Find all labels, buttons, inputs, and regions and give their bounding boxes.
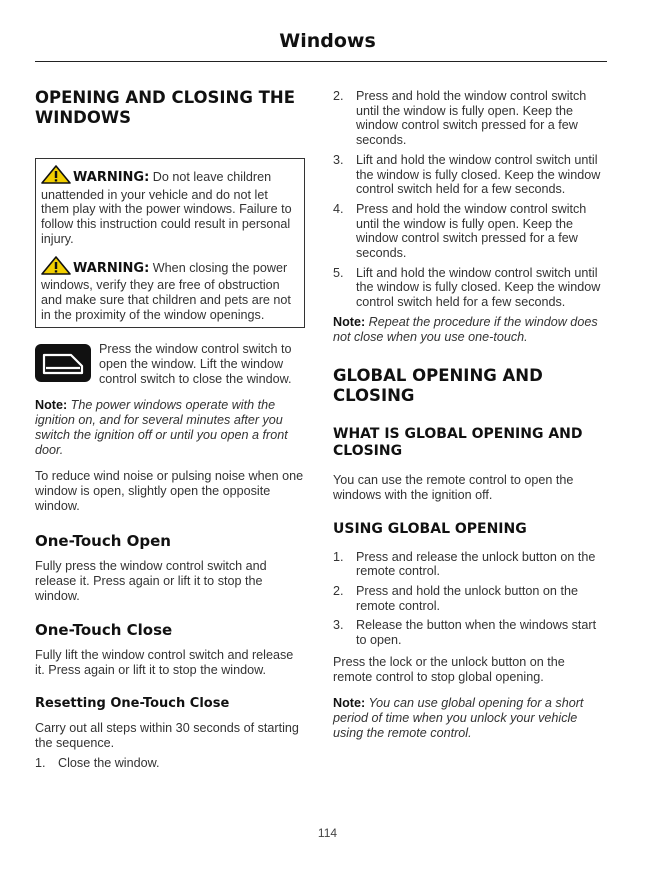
stop-global-opening-text: Press the lock or the unlock button on the remote control to stop global opening.	[333, 654, 565, 684]
warning-triangle-icon	[41, 256, 71, 279]
step-text: Lift and hold the window control switch until the window is fully closed. Keep the window control switch held for a few seconds.	[356, 152, 601, 197]
right-column	[333, 89, 605, 740]
page-header-title: Windows	[279, 30, 376, 52]
page-number: 114	[317, 826, 338, 840]
wind-noise-paragraph: To reduce wind noise or pulsing noise when one window is open, slightly open the opposite window.	[35, 469, 304, 513]
step-number: 4.	[333, 201, 344, 216]
step-number: 5.	[333, 265, 344, 280]
global-opening-closing-heading: GLOBAL OPENING AND CLOSING	[333, 366, 543, 406]
step-text: Press and release the unlock button on the remote control.	[356, 549, 596, 579]
window-switch-instruction	[35, 342, 305, 386]
step-number: 2.	[333, 89, 344, 103]
step-number: 1.	[35, 756, 46, 771]
list-item	[333, 618, 605, 647]
note-ignition	[35, 398, 305, 457]
one-touch-close-heading: One-Touch Close	[35, 621, 173, 640]
note-text: The power windows operate with the ignition on, and for several minutes after you switch the ignition off or until you open a front door.	[35, 398, 288, 457]
note-label: Note:	[35, 398, 68, 413]
list-item	[333, 89, 605, 148]
window-switch-text: Press the window control switch to open the window. Lift the window control switch to close the window.	[99, 342, 292, 386]
warning-label: WARNING:	[73, 170, 150, 185]
step-number: 3.	[333, 152, 344, 167]
warning-text: Do not leave children unattended in your vehicle and do not let them play with the power windows. Failure to follow this instruction could result in personal injury.	[41, 170, 292, 246]
header-divider	[35, 61, 607, 62]
step-number: 3.	[333, 618, 344, 633]
resetting-one-touch-close-heading: Resetting One-Touch Close	[35, 695, 230, 711]
note-label: Note:	[333, 314, 366, 329]
window-switch-icon	[35, 344, 91, 382]
warning-2	[41, 256, 299, 323]
list-item	[333, 266, 605, 310]
left-column	[35, 88, 305, 771]
what-is-global-text: You can use the remote control to open the windows with the ignition off.	[333, 473, 574, 502]
step-number: 1.	[333, 549, 344, 564]
note-text: Repeat the procedure if the window does not close when you use one-touch.	[333, 314, 598, 344]
warning-1	[41, 165, 299, 247]
warning-triangle-icon	[41, 165, 71, 188]
one-touch-open-text: Fully press the window control switch and release it. Press again or lift it to stop the window.	[35, 559, 267, 603]
note-text: You can use global opening for a short period of time when you unlock your vehicle using the remote control.	[333, 696, 584, 740]
what-is-global-heading: WHAT IS GLOBAL OPENING AND CLOSING	[333, 426, 583, 460]
step-text: Press and hold the window control switch until the window is fully open. Keep the window control switch pressed for a few seconds.	[356, 89, 587, 148]
resetting-intro-text: Carry out all steps within 30 seconds of starting the sequence.	[35, 720, 299, 750]
note-label: Note:	[333, 696, 366, 711]
warning-text: When closing the power windows, verify they are free of obstruction and make sure that children and pets are not in the proximity of the window openings.	[41, 260, 291, 322]
step-text: Release the button when the windows start to open.	[356, 618, 597, 648]
one-touch-open-heading: One-Touch Open	[35, 532, 171, 551]
list-item	[333, 202, 605, 261]
list-item	[333, 584, 605, 613]
warning-label: WARNING:	[73, 260, 150, 276]
step-text: Press and hold the unlock button on the remote control.	[356, 584, 578, 613]
step-text: Lift and hold the window control switch until the window is fully closed. Keep the window control switch held for a few seconds.	[356, 265, 601, 310]
list-item	[333, 550, 605, 579]
one-touch-close-text: Fully lift the window control switch and release it. Press again or lift it to stop the window.	[35, 648, 294, 678]
warning-box	[35, 158, 305, 328]
using-global-opening-heading: USING GLOBAL OPENING	[333, 520, 527, 537]
global-opening-steps	[333, 550, 605, 648]
step-number: 2.	[333, 584, 344, 599]
section-heading-opening-closing: OPENING AND CLOSING THE WINDOWS	[35, 88, 295, 127]
step-text: Close the window.	[58, 756, 160, 771]
reset-steps-list-continued	[333, 89, 605, 310]
reset-steps-list-start	[35, 756, 305, 771]
list-item	[333, 153, 605, 197]
note-global-opening	[333, 696, 605, 740]
note-repeat-procedure	[333, 315, 605, 344]
step-text: Press and hold the window control switch until the window is fully open. Keep the window control switch pressed for a few seconds.	[356, 201, 587, 261]
list-item	[35, 756, 305, 771]
